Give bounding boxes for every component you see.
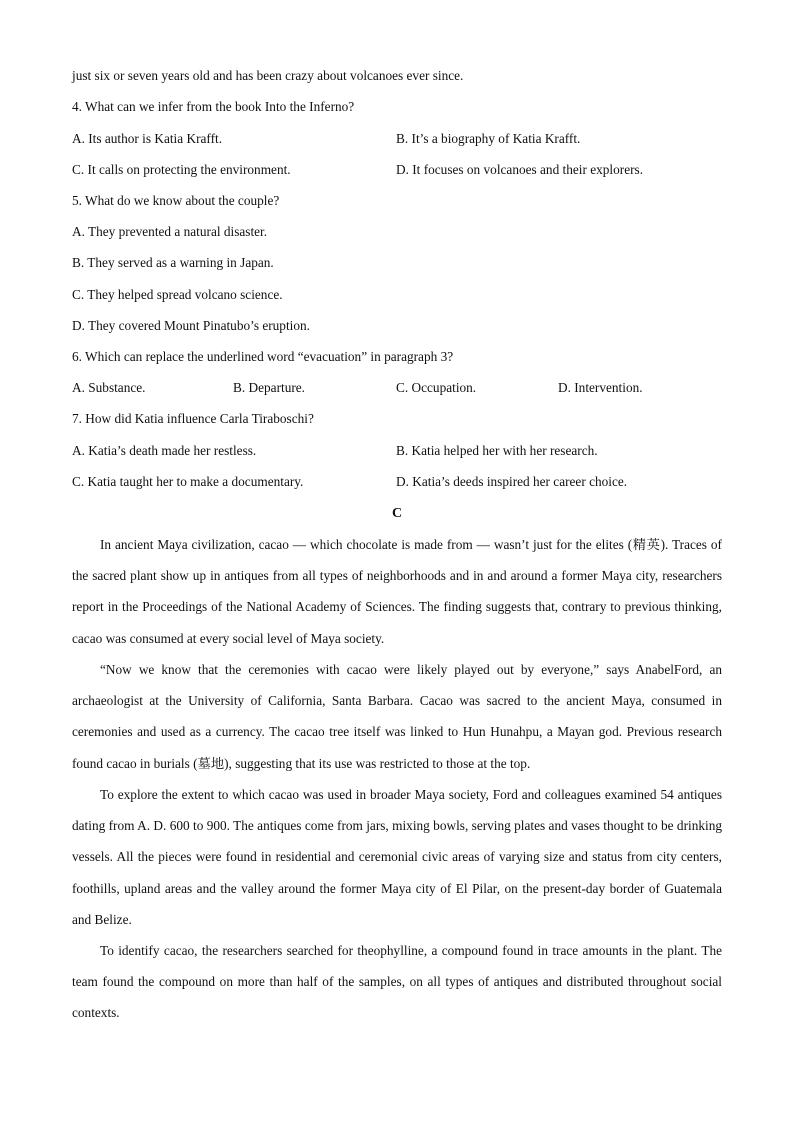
question-6-option-c: C. Occupation. bbox=[396, 380, 477, 395]
question-4-stem: 4. What can we infer from the book Into the Inferno? bbox=[72, 99, 355, 114]
question-7-option-d: D. Katia’s deeds inspired her career choice. bbox=[396, 474, 628, 489]
question-4-option-c: C. It calls on protecting the environment. bbox=[72, 162, 291, 177]
question-5-option-d: D. They covered Mount Pinatubo’s eruption. bbox=[72, 318, 310, 333]
question-4-option-b: B. It’s a biography of Katia Krafft. bbox=[396, 131, 581, 146]
question-4-option-d: D. It focuses on volcanoes and their explorers. bbox=[396, 162, 644, 177]
question-5-option-a: A. They prevented a natural disaster. bbox=[72, 224, 268, 239]
question-6-option-b: B. Departure. bbox=[233, 380, 305, 395]
question-6-stem: 6. Which can replace the underlined word “evacuation” in paragraph 3? bbox=[72, 349, 454, 364]
question-4-option-a: A. Its author is Katia Krafft. bbox=[72, 131, 223, 146]
question-5-option-b: B. They served as a warning in Japan. bbox=[72, 255, 274, 270]
question-7-stem: 7. How did Katia influence Carla Tiraboschi? bbox=[72, 411, 314, 426]
passage-paragraph-2: “Now we know that the ceremonies with cacao were likely played out by everyone,” says AnabelFord, an archaeologist at the University of California, Santa Barbara. Cacao was sacred to the ancient Maya, consumed in ceremonies and used as a currency. The cacao tree itself was linked to Hun Hunahpu, a Mayan god. Previous research found cacao in burials (墓地), suggesting that its use was restricted to those at the top. bbox=[72, 662, 722, 771]
passage-paragraph-1: In ancient Maya civilization, cacao — which chocolate is made from — wasn’t just for the elites (精英). Traces of the sacred plant show up in antiques from all types of neighborhoods and in and around a former Maya city, researchers report in the Proceedings of the National Academy of Sciences. The finding suggests that, contrary to previous thinking, cacao was consumed at every social level of Maya society. bbox=[72, 537, 722, 646]
passage-paragraph-4: To identify cacao, the researchers searched for theophylline, a compound found in trace amounts in the plant. The team found the compound on more than half of the samples, on all types of antiques and distributed throughout social contexts. bbox=[72, 943, 722, 1021]
question-5-option-c: C. They helped spread volcano science. bbox=[72, 287, 283, 302]
question-5-stem: 5. What do we know about the couple? bbox=[72, 193, 280, 208]
intro-line: just six or seven years old and has been crazy about volcanoes ever since. bbox=[72, 68, 464, 83]
question-6-option-a: A. Substance. bbox=[72, 380, 146, 395]
question-6-option-d: D. Intervention. bbox=[558, 380, 643, 395]
question-7-option-b: B. Katia helped her with her research. bbox=[396, 443, 598, 458]
question-7-option-a: A. Katia’s death made her restless. bbox=[72, 443, 257, 458]
question-7-option-c: C. Katia taught her to make a documentary. bbox=[72, 474, 304, 489]
passage-paragraph-3: To explore the extent to which cacao was used in broader Maya society, Ford and colleagues examined 54 antiques dating from A. D. 600 to 900. The antiques come from jars, mixing bowls, serving plates and vases thought to be drinking vessels. All the pieces were found in residential and ceremonial civic areas of varying size and status from city centers, foothills, upland areas and the valley around the former Maya city of El Pilar, on the present-day border of Guatemala and Belize. bbox=[72, 787, 722, 927]
section-title: C bbox=[391, 506, 403, 521]
